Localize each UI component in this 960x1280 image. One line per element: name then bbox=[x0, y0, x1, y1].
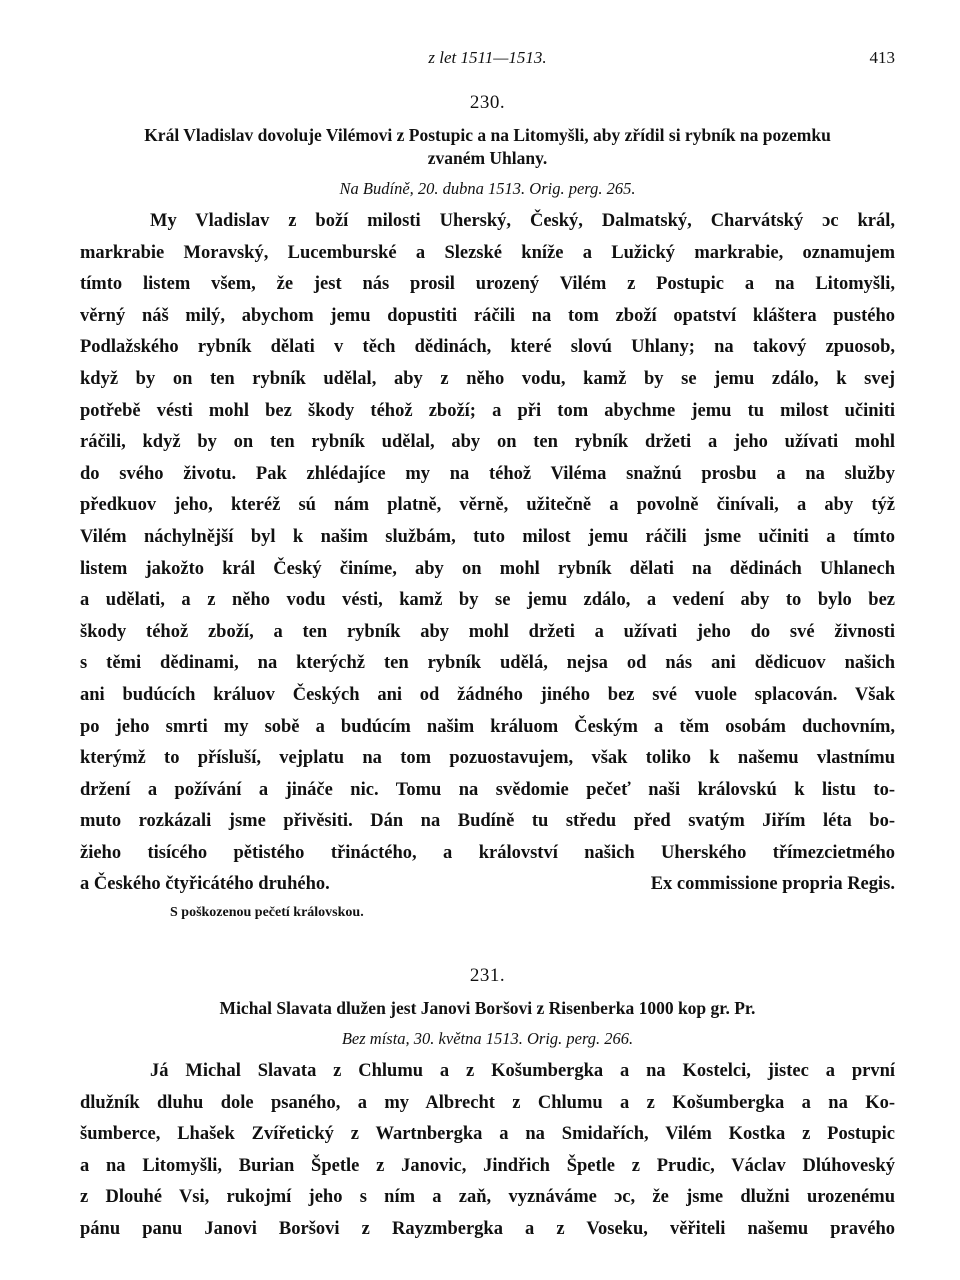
text-line: a na Litomyšli, Burian Špetle z Janovic, Jindřich Špetle z Prudic, Václav Dlúhoveský bbox=[80, 1155, 895, 1176]
text-line: s těmi dědinami, na kterýchž ten rybník udělá, nejsa od nás ani dědicuov našich bbox=[80, 653, 895, 674]
document-number-231: 231. bbox=[469, 965, 506, 987]
page-number: 413 bbox=[869, 48, 895, 67]
text-line: po jeho smrti my sobě a budúcím našim králuom Českým a těm osobám duchovním, bbox=[80, 716, 895, 737]
text-line: Vilém náchylnější byl k našim službám, tuto milost jemu ráčili jsme učiniti a tímto bbox=[80, 526, 895, 547]
document-230-text bbox=[80, 206, 895, 901]
text-line: škody téhož zboží, a ten rybník aby mohl držeti a užívati jeho do své živnosti bbox=[80, 621, 895, 642]
page-header bbox=[80, 38, 895, 78]
document-231-text bbox=[80, 1056, 895, 1246]
text-line: z Dlouhé Vsi, rukojmí jeho s ním a zaň, vyznáváme ɔc, že jsme dlužni urozenému bbox=[80, 1187, 895, 1208]
document-231-source: Bez místa, 30. května 1513. Orig. perg. 266. bbox=[341, 1029, 634, 1049]
seal-note: S poškozenou pečetí královskou. bbox=[170, 905, 364, 921]
text-line: věrný náš milý, abychom jemu dopustiti ráčili na tom zboží opatství kláštera pustého bbox=[80, 305, 895, 326]
text-line: tímto listem všem, že jest nás prosil urozený Vilém z Postupic a na Litomyšli, bbox=[80, 274, 895, 295]
text-line: My Vladislav z boží milosti Uherský, Český, Dalmatský, Charvátský ɔc král, bbox=[150, 211, 895, 231]
text-line: kterýmž to přísluší, vejplatu na tom pozuostavujem, však toliko k našemu vlastnímu bbox=[80, 748, 895, 769]
text-line: listem jakožto král Český činíme, aby on mohl rybník dělati na dědinách Uhlanech bbox=[80, 558, 895, 579]
text-line: dlužník dluhu dole psaného, a my Albrecht z Chlumu a z Košumbergka a na Ko- bbox=[80, 1092, 895, 1113]
document-230-regest bbox=[80, 124, 895, 170]
text-line: do svého životu. Pak zhlédajíce my na téhož Viléma snažnú prosbu a na služby bbox=[80, 463, 895, 484]
final-line-right: Ex commissione propria Regis. bbox=[650, 874, 895, 895]
text-line: pánu panu Janovi Boršovi z Rayzmbergka a z Voseku, věřiteli našemu pravého bbox=[80, 1219, 895, 1240]
document-231-regest: Michal Slavata dlužen jest Janovi Boršovi z Risenberka 1000 kop gr. Pr. bbox=[219, 998, 756, 1019]
text-line: předkuov jeho, kteréž sú nám platně, věrně, užitečně a povolně činívali, a aby týž bbox=[80, 495, 895, 516]
text-line: a udělati, a z něho vodu vésti, kamž by se jemu zdálo, a vedení aby to bylo bez bbox=[80, 590, 895, 611]
text-line: markrabie Moravský, Lucemburské a Slezské kníže a Lužický markrabie, oznamujem bbox=[80, 242, 895, 263]
text-line: ráčili, když by on ten rybník udělal, aby on ten rybník držeti a jeho užívati mohl bbox=[80, 432, 895, 453]
running-title: z let 1511—1513. bbox=[428, 48, 547, 67]
text-line: držení a požívání a jináče nic. Tomu na svědomie pečeť naši královskú k listu to- bbox=[80, 779, 895, 800]
regest-line: Král Vladislav dovoluje Vilémovi z Postupic a na Litomyšli, aby zřídil si rybník na pozemku bbox=[144, 125, 831, 145]
text-line: Já Michal Slavata z Chlumu a z Košumbergka a na Kostelci, jistec a první bbox=[150, 1061, 895, 1082]
text-line: ani budúcích králuov Českých ani od žádného jiného bez své vuole splacován. Však bbox=[80, 684, 895, 705]
text-line: žieho tisícého pětistého třináctého, a království našich Uherského třímezcietmého bbox=[80, 842, 895, 863]
text-line: Podlažského rybník dělati v těch dědinách, které slovú Uhlany; na takový zpuosob, bbox=[80, 337, 895, 358]
final-line-left: a Českého čtyřicátého druhého. bbox=[80, 874, 330, 895]
text-line: když by on ten rybník udělal, aby z něho vodu, kamž by se jemu zdálo, k svej bbox=[80, 368, 895, 389]
text-line: potřebě vésti mohl bez škody téhož zboží; a při tom abychme jemu tu milost učiniti bbox=[80, 400, 895, 421]
document-page bbox=[80, 38, 895, 1246]
regest-line: zvaném Uhlany. bbox=[427, 148, 548, 168]
document-230-source: Na Budíně, 20. dubna 1513. Orig. perg. 265. bbox=[339, 179, 636, 198]
final-line bbox=[80, 869, 895, 901]
text-line: šumberce, Lhašek Zvířetický z Wartnbergka a na Smidařích, Vilém Kostka z Postupic bbox=[80, 1124, 895, 1145]
text-line: muto rozkázali jsme přivěsiti. Dán na Budíně tu středu před svatým Jiřím léta bo- bbox=[80, 811, 895, 832]
document-number-230: 230. bbox=[469, 92, 506, 113]
